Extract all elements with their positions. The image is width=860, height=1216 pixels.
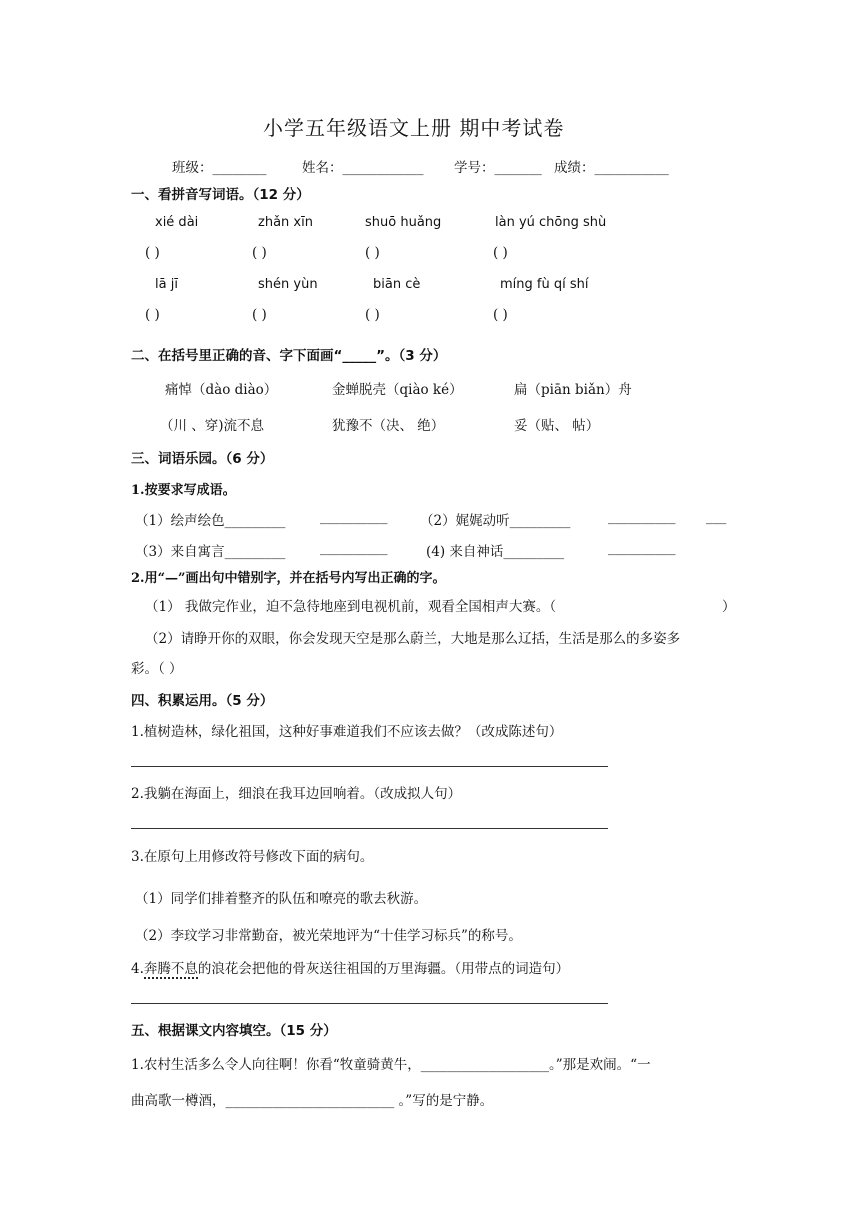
choice-item[interactable]: 妥（贴、 帖） (514, 418, 600, 434)
pinyin: biān cè (373, 277, 421, 292)
question-4-4-text: 的浪花会把他的骨灰送往祖国的万里海疆。（用带点的词造句） (197, 961, 570, 977)
section-3-heading: 三、词语乐园。（6 分） (131, 451, 274, 467)
answer-line[interactable] (131, 766, 608, 767)
page-title: 小学五年级语文上册 期中考试卷 (263, 116, 565, 140)
idiom-blank[interactable]: （2）娓娓动听_________ (420, 513, 571, 529)
pinyin: làn yú chōng shù (495, 215, 607, 230)
idiom-blank[interactable]: （1）绘声绘色_________ (135, 513, 286, 529)
answer-blank[interactable]: ( ) (252, 307, 267, 323)
answer-blank[interactable]: ( ) (493, 245, 508, 261)
answer-line[interactable] (131, 828, 608, 829)
score-field[interactable]: 成绩：___________ (554, 160, 669, 176)
dotted-words: 奔腾不息 (143, 961, 198, 977)
name-field[interactable]: 姓名：____________ (302, 160, 424, 176)
section-5-heading: 五、根据课文内容填空。（15 分） (131, 1023, 337, 1039)
faulty-sentence-2: （2）李玟学习非常勤奋，被光荣地评为“十佳学习标兵”的称号。 (135, 928, 522, 944)
faulty-sentence-1: （1）同学们排着整齐的队伍和嘹亮的歌去秋游。 (135, 891, 428, 907)
answer-blank[interactable]: ( ) (493, 307, 508, 323)
choice-item[interactable]: （川 、穿)流不息 (160, 418, 265, 434)
sentence-3-2-1: （1） 我做完作业，迫不急待地座到电视机前，观看全国相声大赛。（ (145, 599, 557, 615)
sentence-3-2-2: （2）请睁开你的双眼，你会发现天空是那么蔚兰，大地是那么辽括，生活是那么的多姿多 (145, 631, 681, 647)
answer-blank[interactable]: ( ) (252, 245, 267, 261)
pinyin: lā jī (155, 277, 178, 292)
pinyin: zhǎn xīn (258, 215, 313, 230)
question-4-3: 3.在原句上用修改符号修改下面的病句。 (131, 849, 374, 865)
answer-blank[interactable]: ( ) (365, 307, 380, 323)
section-2-heading: 二、在括号里正确的音、字下面画“_____”。（3 分） (131, 348, 447, 364)
answer-blank[interactable]: ( ) (145, 245, 160, 261)
answer-blank[interactable]: ( ) (365, 245, 380, 261)
choice-item[interactable]: 金蝉脱壳（qiào ké） (332, 382, 463, 398)
question-4-4-number: 4. (131, 961, 144, 977)
idiom-blank[interactable]: __________ (320, 509, 388, 525)
idiom-blank[interactable]: __________ (608, 540, 676, 556)
pinyin: míng fù qí shí (500, 277, 589, 292)
class-field[interactable]: 班级：________ (172, 160, 267, 176)
number-field[interactable]: 学号：_______ (454, 160, 542, 176)
choice-item[interactable]: 扁（piān biǎn）舟 (514, 382, 632, 398)
question-3-2: 2.用“—”画出句中错别字，并在括号内写出正确的字。 (131, 571, 446, 586)
idiom-blank[interactable]: __________ (608, 509, 676, 525)
pinyin: shuō huǎng (365, 215, 442, 230)
idiom-blank[interactable]: ___ (706, 509, 727, 525)
pinyin: shén yùn (258, 277, 318, 292)
question-4-4 (131, 957, 569, 977)
answer-blank[interactable]: ( ) (145, 307, 160, 323)
pinyin: xié dài (155, 215, 199, 230)
question-4-1: 1.植树造林，绿化祖国，这种好事难道我们不应该去做？（改成陈述句） (131, 724, 563, 740)
sentence-3-2-2-cont[interactable]: 彩。（ ） (131, 661, 183, 677)
section-4-heading: 四、积累运用。（5 分） (131, 693, 274, 709)
choice-item[interactable]: 痛悼（dào diào） (165, 382, 278, 398)
idiom-blank[interactable]: (4) 来自神话_________ (426, 544, 565, 560)
fill-line-1[interactable]: 1.农村生活多么令人向往啊！你看“牧童骑黄牛，___________________。”那是欢闹。“一 (131, 1057, 651, 1073)
idiom-blank[interactable]: __________ (320, 540, 388, 556)
answer-bracket-end[interactable]: ） (722, 599, 736, 615)
choice-item[interactable]: 犹豫不（决、 绝） (332, 418, 445, 434)
fill-line-2[interactable]: 曲高歌一樽酒，_________________________ 。”写的是宁静。 (131, 1093, 494, 1109)
question-3-1: 1.按要求写成语。 (131, 483, 236, 498)
answer-line[interactable] (131, 1003, 608, 1004)
question-4-2: 2.我躺在海面上，细浪在我耳边回响着。（改成拟人句） (131, 786, 462, 802)
idiom-blank[interactable]: （3）来自寓言_________ (135, 544, 286, 560)
section-1-heading: 一、看拼音写词语。（12 分） (131, 187, 310, 203)
